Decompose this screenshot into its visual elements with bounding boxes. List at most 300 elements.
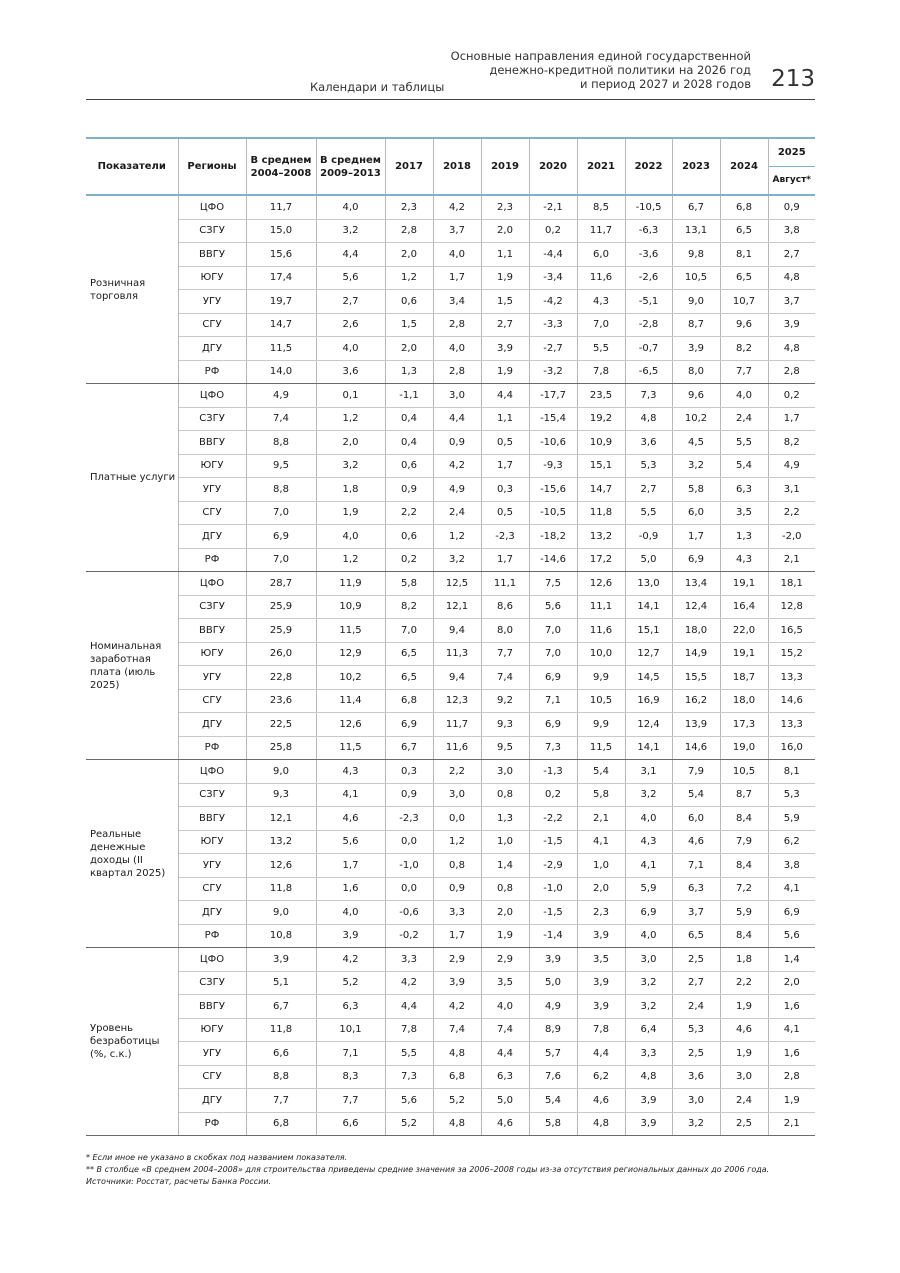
value-cell: 13,3 (768, 713, 815, 737)
value-cell: 3,3 (385, 948, 433, 972)
table-row (86, 1065, 815, 1089)
value-cell: 8,7 (672, 313, 720, 337)
table-row (86, 266, 815, 290)
value-cell: 3,1 (768, 478, 815, 502)
value-cell: 2,5 (720, 1112, 768, 1136)
value-cell: 7,8 (577, 360, 625, 384)
value-cell: 3,9 (768, 313, 815, 337)
value-cell: 17,3 (720, 713, 768, 737)
value-cell: 3,0 (433, 384, 481, 408)
value-cell: 4,0 (625, 807, 672, 831)
value-cell: 25,8 (246, 736, 316, 760)
value-cell: 5,9 (720, 901, 768, 925)
regional-indicators-table (86, 137, 815, 1136)
value-cell: 6,5 (385, 642, 433, 666)
value-cell: 6,0 (577, 243, 625, 267)
value-cell: 23,5 (577, 384, 625, 408)
value-cell: 8,7 (720, 783, 768, 807)
value-cell: -2,2 (529, 807, 577, 831)
region-cell: ДГУ (178, 901, 246, 925)
value-cell: 1,9 (768, 1089, 815, 1113)
value-cell: 12,4 (672, 595, 720, 619)
table-row (86, 407, 815, 431)
value-cell: 4,0 (720, 384, 768, 408)
value-cell: 6,5 (385, 666, 433, 690)
value-cell: 3,2 (672, 1112, 720, 1136)
value-cell: 14,6 (768, 689, 815, 713)
document-title-line: Основные направления единой государственной (450, 49, 751, 63)
region-cell: СГУ (178, 313, 246, 337)
value-cell: 5,0 (529, 971, 577, 995)
value-cell: 5,0 (625, 548, 672, 572)
value-cell: 11,7 (246, 195, 316, 219)
value-cell: 4,0 (316, 901, 385, 925)
region-cell: ДГУ (178, 713, 246, 737)
value-cell: 6,0 (672, 807, 720, 831)
value-cell: 4,3 (316, 760, 385, 784)
region-cell: ЦФО (178, 760, 246, 784)
value-cell: 1,2 (316, 407, 385, 431)
value-cell: 4,0 (316, 525, 385, 549)
value-cell: 9,4 (433, 666, 481, 690)
value-cell: 15,0 (246, 219, 316, 243)
table-row (86, 713, 815, 737)
value-cell: 2,0 (481, 901, 529, 925)
value-cell: 0,6 (385, 290, 433, 314)
value-cell: 5,5 (577, 337, 625, 361)
value-cell: 9,3 (246, 783, 316, 807)
value-cell: 6,5 (720, 219, 768, 243)
value-cell: 2,8 (768, 1065, 815, 1089)
value-cell: 7,0 (246, 548, 316, 572)
region-cell: СЗГУ (178, 783, 246, 807)
value-cell: 4,0 (316, 195, 385, 219)
value-cell: -1,4 (529, 924, 577, 948)
table-row (86, 830, 815, 854)
col-header-2021: 2021 (577, 138, 625, 195)
value-cell: 3,7 (433, 219, 481, 243)
value-cell: 7,2 (720, 877, 768, 901)
value-cell: 4,1 (768, 877, 815, 901)
region-cell: ЦФО (178, 195, 246, 219)
value-cell: -17,7 (529, 384, 577, 408)
value-cell: 12,6 (577, 572, 625, 596)
value-cell: 1,9 (720, 995, 768, 1019)
value-cell: 11,5 (577, 736, 625, 760)
value-cell: 10,5 (672, 266, 720, 290)
value-cell: 2,3 (385, 195, 433, 219)
value-cell: 4,2 (433, 195, 481, 219)
value-cell: -15,6 (529, 478, 577, 502)
value-cell: 6,9 (768, 901, 815, 925)
value-cell: 6,8 (433, 1065, 481, 1089)
value-cell: 2,8 (433, 360, 481, 384)
value-cell: 7,3 (385, 1065, 433, 1089)
value-cell: 2,5 (672, 1042, 720, 1066)
value-cell: 4,2 (316, 948, 385, 972)
indicator-label: Розничная торговля (86, 195, 178, 384)
value-cell: 8,8 (246, 1065, 316, 1089)
table-row (86, 642, 815, 666)
value-cell: 6,7 (246, 995, 316, 1019)
value-cell: 3,1 (625, 760, 672, 784)
value-cell: 3,6 (316, 360, 385, 384)
region-cell: РФ (178, 548, 246, 572)
value-cell: 2,7 (316, 290, 385, 314)
value-cell: 4,9 (433, 478, 481, 502)
value-cell: 9,8 (672, 243, 720, 267)
table-body (86, 195, 815, 1136)
table-row (86, 525, 815, 549)
value-cell: -18,2 (529, 525, 577, 549)
value-cell: 4,4 (481, 1042, 529, 1066)
value-cell: 12,5 (433, 572, 481, 596)
value-cell: 2,2 (720, 971, 768, 995)
value-cell: 14,7 (577, 478, 625, 502)
indicator-label: Уровень безработицы (%, с.к.) (86, 948, 178, 1136)
region-cell: ЦФО (178, 948, 246, 972)
value-cell: 5,4 (720, 454, 768, 478)
value-cell: 3,8 (768, 219, 815, 243)
value-cell: 12,4 (625, 713, 672, 737)
footnote: ** В столбце «В среднем 2004–2008» для строительства приведены средние значения за 2006–2008 годы из-за отсутствия региональных данных до 2006 года. (86, 1165, 770, 1174)
region-cell: ЮГУ (178, 830, 246, 854)
value-cell: 11,6 (577, 266, 625, 290)
value-cell: 18,1 (768, 572, 815, 596)
value-cell: 12,9 (316, 642, 385, 666)
value-cell: 8,1 (720, 243, 768, 267)
value-cell: 3,9 (246, 948, 316, 972)
value-cell: -3,3 (529, 313, 577, 337)
value-cell: 4,0 (481, 995, 529, 1019)
table-row (86, 877, 815, 901)
value-cell: 3,3 (625, 1042, 672, 1066)
col-header-2018: 2018 (433, 138, 481, 195)
value-cell: 3,9 (625, 1089, 672, 1113)
value-cell: 2,1 (577, 807, 625, 831)
value-cell: 4,1 (316, 783, 385, 807)
value-cell: 4,3 (577, 290, 625, 314)
value-cell: 2,0 (385, 337, 433, 361)
value-cell: 7,6 (529, 1065, 577, 1089)
value-cell: -10,5 (529, 501, 577, 525)
value-cell: 4,6 (672, 830, 720, 854)
col-header-2023: 2023 (672, 138, 720, 195)
value-cell: 6,3 (316, 995, 385, 1019)
value-cell: 2,8 (385, 219, 433, 243)
value-cell: 4,8 (625, 407, 672, 431)
value-cell: 6,5 (720, 266, 768, 290)
value-cell: 3,2 (433, 548, 481, 572)
value-cell: 5,0 (481, 1089, 529, 1113)
region-cell: ВВГУ (178, 995, 246, 1019)
value-cell: 1,5 (481, 290, 529, 314)
value-cell: 13,3 (768, 666, 815, 690)
value-cell: 7,1 (316, 1042, 385, 1066)
value-cell: 14,1 (625, 736, 672, 760)
region-cell: ДГУ (178, 1089, 246, 1113)
value-cell: 4,8 (433, 1112, 481, 1136)
col-header-2019: 2019 (481, 138, 529, 195)
value-cell: 0,2 (768, 384, 815, 408)
value-cell: 2,8 (768, 360, 815, 384)
value-cell: 6,3 (672, 877, 720, 901)
value-cell: 15,5 (672, 666, 720, 690)
value-cell: 0,4 (385, 431, 433, 455)
value-cell: 9,6 (720, 313, 768, 337)
value-cell: 9,3 (481, 713, 529, 737)
value-cell: 19,2 (577, 407, 625, 431)
value-cell: 11,7 (433, 713, 481, 737)
indicator-label: Номинальная заработная плата (июль 2025) (86, 572, 178, 760)
value-cell: 0,5 (481, 501, 529, 525)
region-cell: СЗГУ (178, 595, 246, 619)
table-row (86, 1112, 815, 1136)
value-cell: 5,6 (316, 266, 385, 290)
value-cell: 4,4 (433, 407, 481, 431)
value-cell: 10,5 (577, 689, 625, 713)
table-row (86, 901, 815, 925)
value-cell: -3,6 (625, 243, 672, 267)
value-cell: 1,6 (316, 877, 385, 901)
value-cell: 3,2 (672, 454, 720, 478)
region-cell: СЗГУ (178, 407, 246, 431)
value-cell: 13,2 (577, 525, 625, 549)
value-cell: 2,0 (768, 971, 815, 995)
table-row (86, 337, 815, 361)
value-cell: 1,3 (385, 360, 433, 384)
value-cell: 1,0 (577, 854, 625, 878)
value-cell: 6,7 (385, 736, 433, 760)
value-cell: -3,2 (529, 360, 577, 384)
value-cell: 6,6 (316, 1112, 385, 1136)
table-row (86, 595, 815, 619)
value-cell: -4,4 (529, 243, 577, 267)
value-cell: 22,0 (720, 619, 768, 643)
value-cell: 1,9 (481, 360, 529, 384)
value-cell: -6,5 (625, 360, 672, 384)
value-cell: 2,7 (672, 971, 720, 995)
value-cell: 3,9 (316, 924, 385, 948)
value-cell: 17,2 (577, 548, 625, 572)
value-cell: 8,0 (672, 360, 720, 384)
value-cell: 6,9 (625, 901, 672, 925)
value-cell: -6,3 (625, 219, 672, 243)
value-cell: 6,8 (385, 689, 433, 713)
table-row (86, 666, 815, 690)
value-cell: 14,5 (625, 666, 672, 690)
value-cell: 2,1 (768, 548, 815, 572)
value-cell: 0,4 (385, 407, 433, 431)
value-cell: 3,9 (577, 995, 625, 1019)
value-cell: 18,0 (720, 689, 768, 713)
value-cell: -0,6 (385, 901, 433, 925)
value-cell: 10,2 (316, 666, 385, 690)
value-cell: 3,0 (625, 948, 672, 972)
value-cell: 1,9 (720, 1042, 768, 1066)
value-cell: 12,7 (625, 642, 672, 666)
value-cell: 3,2 (625, 971, 672, 995)
value-cell: 0,8 (481, 783, 529, 807)
value-cell: 6,7 (672, 195, 720, 219)
table-row (86, 995, 815, 1019)
value-cell: 13,2 (246, 830, 316, 854)
value-cell: 9,5 (481, 736, 529, 760)
value-cell: 1,5 (385, 313, 433, 337)
value-cell: 15,2 (768, 642, 815, 666)
value-cell: 10,8 (246, 924, 316, 948)
value-cell: 1,7 (768, 407, 815, 431)
value-cell: 7,0 (385, 619, 433, 643)
value-cell: 5,3 (672, 1018, 720, 1042)
value-cell: 4,9 (246, 384, 316, 408)
value-cell: 3,2 (625, 783, 672, 807)
value-cell: 10,9 (577, 431, 625, 455)
value-cell: 7,3 (529, 736, 577, 760)
value-cell: 8,6 (481, 595, 529, 619)
value-cell: 7,3 (625, 384, 672, 408)
value-cell: 4,8 (577, 1112, 625, 1136)
value-cell: 18,0 (672, 619, 720, 643)
value-cell: 22,5 (246, 713, 316, 737)
value-cell: 11,1 (577, 595, 625, 619)
value-cell: 1,2 (433, 525, 481, 549)
value-cell: 3,2 (316, 219, 385, 243)
value-cell: 5,3 (768, 783, 815, 807)
value-cell: 4,5 (672, 431, 720, 455)
value-cell: 0,2 (529, 783, 577, 807)
value-cell: 5,1 (246, 971, 316, 995)
table-row (86, 807, 815, 831)
value-cell: 25,9 (246, 619, 316, 643)
value-cell: 4,2 (385, 971, 433, 995)
table-row (86, 736, 815, 760)
value-cell: 2,4 (720, 1089, 768, 1113)
value-cell: 5,5 (625, 501, 672, 525)
region-cell: УГУ (178, 1042, 246, 1066)
table-row (86, 548, 815, 572)
value-cell: 23,6 (246, 689, 316, 713)
value-cell: 7,7 (316, 1089, 385, 1113)
value-cell: 7,4 (481, 1018, 529, 1042)
value-cell: 9,0 (246, 901, 316, 925)
region-cell: ВВГУ (178, 807, 246, 831)
value-cell: 6,9 (529, 666, 577, 690)
table-row (86, 971, 815, 995)
table-row (86, 924, 815, 948)
value-cell: 1,8 (316, 478, 385, 502)
value-cell: 0,9 (385, 783, 433, 807)
value-cell: 3,9 (625, 1112, 672, 1136)
col-header-2020: 2020 (529, 138, 577, 195)
value-cell: 15,1 (577, 454, 625, 478)
value-cell: 0,3 (481, 478, 529, 502)
value-cell: 11,8 (246, 877, 316, 901)
value-cell: 7,1 (672, 854, 720, 878)
value-cell: 8,9 (529, 1018, 577, 1042)
value-cell: 12,3 (433, 689, 481, 713)
value-cell: 12,1 (246, 807, 316, 831)
value-cell: 5,9 (625, 877, 672, 901)
value-cell: 7,9 (720, 830, 768, 854)
value-cell: -2,9 (529, 854, 577, 878)
value-cell: 2,3 (481, 195, 529, 219)
value-cell: 11,4 (316, 689, 385, 713)
value-cell: 7,7 (720, 360, 768, 384)
value-cell: 9,2 (481, 689, 529, 713)
region-cell: УГУ (178, 854, 246, 878)
value-cell: -15,4 (529, 407, 577, 431)
value-cell: 3,0 (672, 1089, 720, 1113)
value-cell: 0,9 (385, 478, 433, 502)
value-cell: 7,0 (577, 313, 625, 337)
indicator-label: Реальные денежные доходы (II квартал 2025) (86, 760, 178, 948)
value-cell: 11,7 (577, 219, 625, 243)
value-cell: -1,0 (385, 854, 433, 878)
value-cell: -1,0 (529, 877, 577, 901)
value-cell: -2,0 (768, 525, 815, 549)
value-cell: 3,0 (433, 783, 481, 807)
value-cell: 5,3 (625, 454, 672, 478)
document-title-line: и период 2027 и 2028 годов (580, 77, 751, 91)
value-cell: 4,0 (625, 924, 672, 948)
value-cell: 16,0 (768, 736, 815, 760)
header-rule (86, 99, 815, 100)
value-cell: 6,3 (481, 1065, 529, 1089)
value-cell: -0,2 (385, 924, 433, 948)
value-cell: 2,7 (768, 243, 815, 267)
value-cell: 4,8 (625, 1065, 672, 1089)
value-cell: 0,6 (385, 454, 433, 478)
value-cell: -3,4 (529, 266, 577, 290)
value-cell: -10,5 (625, 195, 672, 219)
footnote: * Если иное не указано в скобках под названием показателя. (86, 1153, 348, 1162)
value-cell: 1,7 (433, 924, 481, 948)
value-cell: 4,2 (433, 995, 481, 1019)
value-cell: 0,9 (433, 877, 481, 901)
value-cell: 6,3 (720, 478, 768, 502)
value-cell: 5,5 (720, 431, 768, 455)
region-cell: СЗГУ (178, 971, 246, 995)
value-cell: 0,1 (316, 384, 385, 408)
value-cell: -2,1 (529, 195, 577, 219)
value-cell: 9,0 (246, 760, 316, 784)
value-cell: 2,5 (672, 948, 720, 972)
value-cell: 2,2 (433, 760, 481, 784)
value-cell: 1,0 (481, 830, 529, 854)
value-cell: 14,6 (672, 736, 720, 760)
value-cell: 7,4 (433, 1018, 481, 1042)
value-cell: 4,1 (577, 830, 625, 854)
region-cell: ВВГУ (178, 619, 246, 643)
value-cell: 3,0 (481, 760, 529, 784)
value-cell: 12,1 (433, 595, 481, 619)
value-cell: 8,2 (720, 337, 768, 361)
value-cell: 6,2 (577, 1065, 625, 1089)
value-cell: 4,9 (529, 995, 577, 1019)
value-cell: 2,0 (481, 219, 529, 243)
region-cell: СГУ (178, 501, 246, 525)
value-cell: 26,0 (246, 642, 316, 666)
value-cell: 4,4 (316, 243, 385, 267)
value-cell: -9,3 (529, 454, 577, 478)
value-cell: 1,6 (768, 995, 815, 1019)
value-cell: 0,0 (385, 877, 433, 901)
value-cell: 13,4 (672, 572, 720, 596)
value-cell: 9,4 (433, 619, 481, 643)
value-cell: 7,0 (246, 501, 316, 525)
table-row (86, 572, 815, 596)
